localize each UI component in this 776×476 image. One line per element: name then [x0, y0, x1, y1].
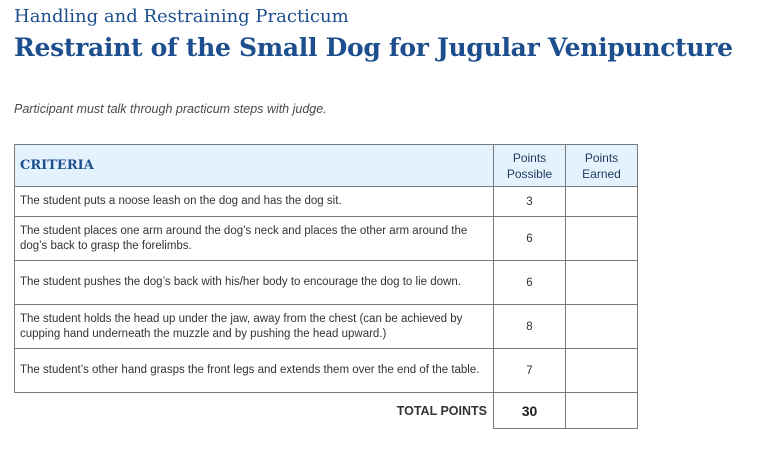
- table-row: [15, 349, 638, 393]
- criteria-cell: The student holds the head up under the jaw, away from the chest (can be achieved by cupping hand underneath the muzzle and by pushing the head upward.): [15, 305, 494, 349]
- table-row: [15, 217, 638, 261]
- points-possible-cell: 8: [494, 305, 566, 349]
- table-row: [15, 261, 638, 305]
- points-earned-header-line1: Points: [584, 150, 619, 165]
- page-title: Restraint of the Small Dog for Jugular Venipuncture: [14, 33, 733, 62]
- total-points-value: 30: [494, 393, 566, 429]
- points-possible-cell: 3: [494, 187, 566, 217]
- points-possible-column-header: [494, 145, 566, 187]
- total-row: [15, 393, 638, 429]
- total-points-earned-cell[interactable]: [566, 393, 638, 429]
- points-earned-header-line2: Earned: [582, 166, 621, 181]
- points-earned-cell[interactable]: [566, 261, 638, 305]
- points-earned-column-header: [566, 145, 638, 187]
- criteria-cell: The student puts a noose leash on the dog and has the dog sit.: [15, 187, 494, 217]
- points-earned-cell[interactable]: [566, 217, 638, 261]
- criteria-cell: The student’s other hand grasps the front legs and extends them over the end of the table.: [15, 349, 494, 393]
- points-possible-header-line1: Points: [512, 150, 547, 165]
- table-header-row: [15, 145, 638, 187]
- points-earned-cell[interactable]: [566, 305, 638, 349]
- points-possible-cell: 6: [494, 217, 566, 261]
- table-row: [15, 305, 638, 349]
- total-points-label: TOTAL POINTS: [396, 403, 487, 418]
- table-row: [15, 187, 638, 217]
- practicum-subtitle: Handling and Restraining Practicum: [14, 6, 349, 27]
- points-possible-cell: 6: [494, 261, 566, 305]
- instruction-note: Participant must talk through practicum steps with judge.: [14, 102, 327, 116]
- points-possible-header-line2: Possible: [506, 166, 553, 181]
- criteria-column-header: CRITERIA: [15, 145, 494, 187]
- criteria-cell: The student pushes the dog’s back with his/her body to encourage the dog to lie down.: [15, 261, 494, 305]
- points-earned-cell[interactable]: [566, 187, 638, 217]
- points-possible-cell: 7: [494, 349, 566, 393]
- scoring-table: [14, 144, 638, 429]
- criteria-cell: The student places one arm around the dog’s neck and places the other arm around the dog’s back to grasp the forelimbs.: [15, 217, 494, 261]
- points-earned-cell[interactable]: [566, 349, 638, 393]
